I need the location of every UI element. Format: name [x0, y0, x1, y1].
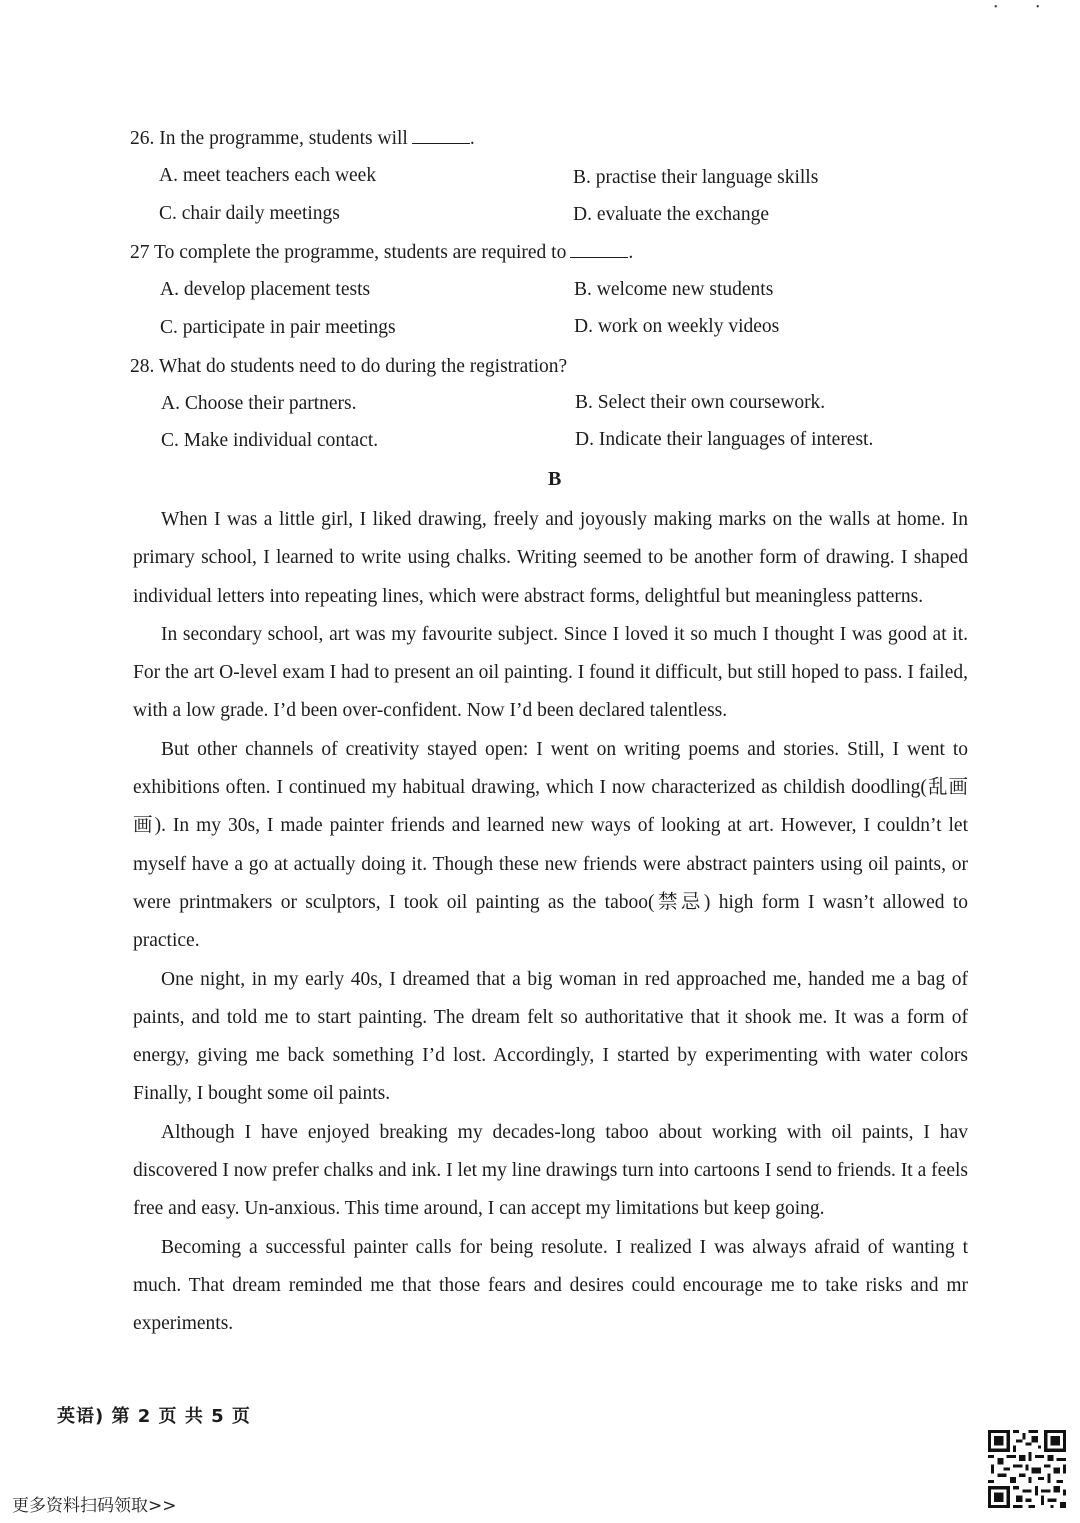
option-c: C. chair daily meetings: [159, 203, 340, 224]
option-c: C. Make individual contact.: [161, 430, 379, 451]
option-a: A. meet teachers each week: [159, 165, 377, 186]
section-heading: B: [548, 468, 562, 490]
option-d: D. evaluate the exchange: [573, 204, 769, 225]
option-c: C. participate in pair meetings: [160, 317, 396, 338]
option-d: D. Indicate their languages of interest.: [575, 429, 874, 450]
scan-marks: • •: [994, 2, 1058, 13]
option-d: D. work on weekly videos: [574, 316, 780, 337]
question-28: [130, 355, 567, 379]
answer-blank: [570, 241, 628, 258]
qr-code-icon[interactable]: [988, 1430, 1066, 1508]
reading-passage: [133, 501, 968, 1344]
page-number: 英语) 第 2 页 共 5 页: [57, 1406, 251, 1427]
question-stem: 28. What do students need to do during the registration?: [130, 356, 568, 377]
passage-paragraph: Becoming a successful painter calls for being resolute. I realized I was always afraid of wanting t much. That dream reminded me that those fears and desires could encourage me to take risks and mr experiments.: [133, 1236, 968, 1335]
question-stem: 27 To complete the programme, students are required to: [130, 242, 567, 263]
more-resources-link[interactable]: 更多资料扫码领取>>: [12, 1496, 177, 1516]
question-stem: 26. In the programme, students will: [130, 128, 408, 149]
question-26: 26. In the programme, students will .: [130, 128, 475, 149]
passage-paragraph: When I was a little girl, I liked drawing, freely and joyously making marks on the walls at home. In primary school, I learned to write using chalks. Writing seemed to be another form of drawing. I shaped individual letters into repeating lines, which were abstract forms, delightful but meaningless patterns.: [133, 509, 968, 607]
passage-paragraph: One night, in my early 40s, I dreamed that a big woman in red approached me, handed me a bag of paints, and told me to start painting. The dream felt so authoritative that it shook me. It was a form of energy, giving me back something I’d lost. Accordingly, I started by experimenting with water colors Finally, I bought some oil paints.: [133, 968, 968, 1105]
option-b: B. Select their own coursework.: [575, 392, 826, 413]
option-a: A. Choose their partners.: [161, 393, 357, 414]
option-a: A. develop placement tests: [160, 279, 371, 300]
option-b: B. practise their language skills: [573, 167, 819, 188]
passage-paragraph: But other channels of creativity stayed open: I went on writing poems and stories. Still, I went to exhibitions often. I continued my habitual drawing, which I now characterized as childish doodling(乱画画). In my 30s, I made painter friends and learned new ways of looking at art. However, I couldn’t let myself have a go at actually doing it. Though these new friends were abstract painters using oil paints, or were printmakers or sculptors, I took oil painting as the taboo(禁忌) high form I wasn’t allowed to practice.: [133, 738, 968, 952]
question-27: 27 To complete the programme, students are required to .: [130, 242, 634, 263]
passage-paragraph: Although I have enjoyed breaking my decades-long taboo about working with oil paints, I hav discovered I now prefer chalks and ink. I let my line drawings turn into cartoons I send to friends. It a feels free and easy. Un-anxious. This time around, I can accept my limitations but keep going.: [133, 1121, 968, 1220]
option-b: B. welcome new students: [574, 279, 774, 300]
passage-paragraph: In secondary school, art was my favourite subject. Since I loved it so much I thought I was good at it. For the art O-level exam I had to present an oil painting. I found it difficult, but still hoped to pass. I failed, with a low grade. I’d been over-confident. Now I’d been declared talentless.: [133, 623, 968, 722]
answer-blank: [412, 127, 470, 144]
